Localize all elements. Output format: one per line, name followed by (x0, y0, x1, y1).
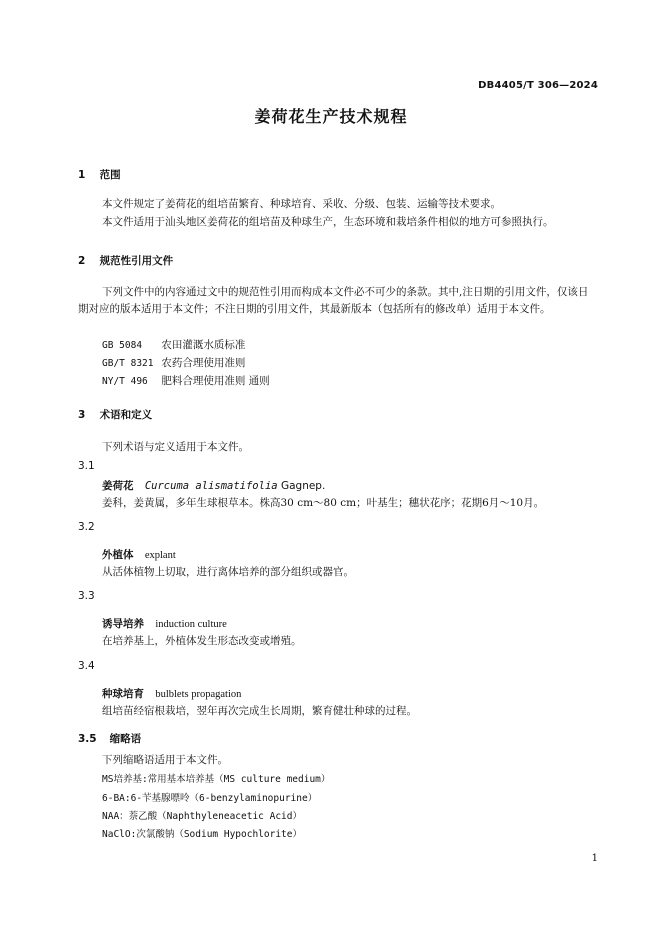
abbreviation-intro: 下列缩略语适用于本文件。 (102, 754, 228, 766)
section-title: 规范性引用文件 (99, 255, 174, 267)
reference-item (102, 355, 245, 370)
term-number: 3.3 (78, 590, 95, 602)
term-definition: 在培养基上，外植体发生形态改变或增殖。 (102, 635, 302, 647)
term-name: 外植体 (102, 549, 134, 561)
subsection-title: 缩略语 (109, 733, 142, 745)
section-1-heading (78, 167, 121, 182)
abbreviation-item: MS培养基:常用基本培养基（MS culture medium） (102, 774, 331, 785)
term-name: 种球培育 (102, 688, 144, 700)
subsection-3-5-heading (78, 731, 141, 746)
term-author: Gagnep. (280, 480, 326, 492)
reference-item (102, 373, 270, 388)
section-title: 术语和定义 (99, 409, 153, 421)
term-number: 3.4 (78, 660, 95, 672)
term-name: 诱导培养 (102, 618, 144, 630)
term-definition: 组培苗经宿根栽培，翌年再次完成生长周期，繁育健壮种球的过程。 (102, 705, 417, 717)
term-heading (102, 547, 176, 562)
section-3-heading (78, 407, 152, 422)
term-number: 3.1 (78, 460, 95, 472)
term-heading (102, 616, 227, 631)
term-name: 姜荷花 (102, 480, 134, 492)
section-1-paragraph-2: 本文件适用于汕头地区姜荷花的组培苗及种球生产，生态环境和栽培条件相似的地方可参照执行。 (102, 216, 554, 228)
document-title: 姜荷花生产技术规程 (254, 107, 408, 126)
reference-code: GB 5084 (102, 340, 143, 351)
abbreviation-item: NaClO:次氯酸钠（Sodium Hypochlorite） (102, 829, 302, 840)
term-heading (102, 686, 241, 701)
reference-name: 肥料合理使用准则 通则 (161, 375, 270, 387)
section-3-intro: 下列术语与定义适用于本文件。 (102, 441, 249, 453)
term-english-name: induction culture (155, 619, 227, 630)
term-latin-name: Curcuma alismatifolia (144, 480, 278, 492)
abbreviation-item: 6-BA:6-苄基腺嘌呤（6-benzylaminopurine） (102, 793, 318, 804)
term-definition: 姜科，姜黄属，多年生球根草本。株高30 cm～80 cm；叶基生；穗状花序；花期6月～10月。 (102, 497, 545, 509)
term-definition: 从活体植物上切取，进行离体培养的部分组织或器官。 (102, 566, 354, 578)
term-heading (102, 478, 325, 493)
section-number: 2 (78, 255, 86, 267)
term-english-name: explant (144, 550, 176, 561)
term-number: 3.2 (78, 521, 95, 533)
section-number: 1 (78, 169, 86, 181)
reference-code: GB/T 8321 (102, 358, 154, 369)
document-number: DB4405/T 306—2024 (478, 80, 598, 91)
reference-code: NY/T 496 (102, 376, 148, 387)
reference-name: 农田灌溉水质标准 (161, 339, 246, 351)
term-english-name: bulblets propagation (155, 689, 242, 700)
section-2-heading (78, 253, 173, 268)
reference-name: 农药合理使用准则 (161, 357, 246, 369)
abbreviation-item: NAA：萘乙酸（Naphthyleneacetic Acid） (102, 811, 302, 822)
reference-item (102, 337, 245, 352)
section-number: 3 (78, 409, 86, 421)
section-2-paragraph: 下列文件中的内容通过文中的规范性引用而构成本文件必不可少的条款。其中,注日期的引用文件，仅该日期对应的版本适用于本文件；不注日期的引用文件，其最新版本（包括所有的修改单）适用于本文件。 (78, 286, 589, 315)
section-title: 范围 (99, 169, 121, 181)
section-1-paragraph-1: 本文件规定了姜荷花的组培苗繁育、种球培育、采收、分级、包装、运输等技术要求。 (102, 198, 501, 210)
page-number: 1 (591, 853, 598, 864)
subsection-number: 3.5 (78, 733, 97, 745)
